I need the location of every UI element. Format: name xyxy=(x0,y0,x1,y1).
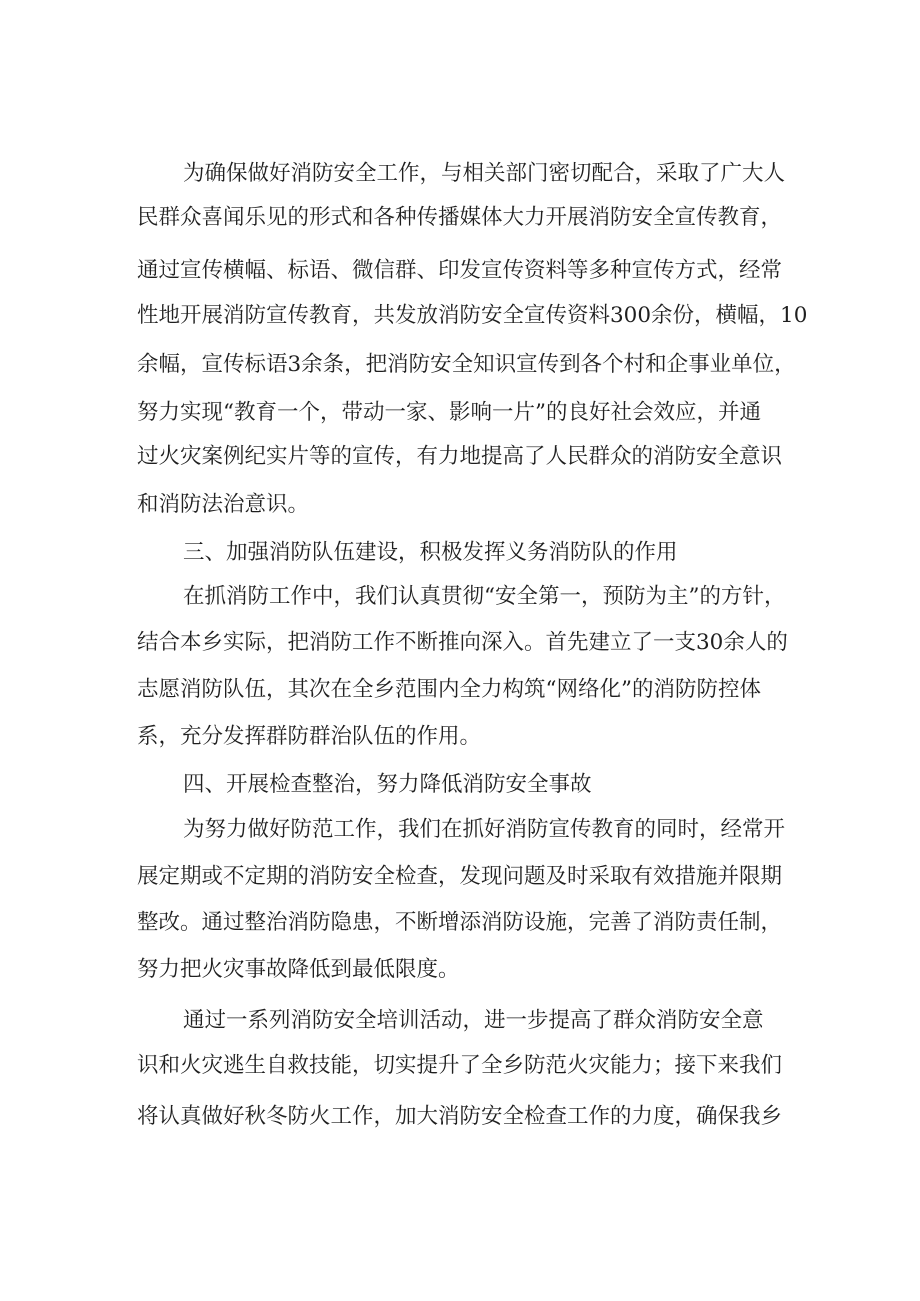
paragraph-4-line-3: 将认真做好秋冬防火工作，加大消防安全检查工作的力度，确保我乡 xyxy=(137,1104,783,1129)
paragraph-2-line-1: 在抓消防工作中，我们认真贯彻“安全第一，预防为主”的方针， xyxy=(183,584,786,609)
section-heading-3: 三、加强消防队伍建设，积极发挥义务消防队的作用 xyxy=(183,540,678,565)
paragraph-1-line-2: 民群众喜闻乐见的形式和各种传播媒体大力开展消防安全宣传教育， xyxy=(137,205,783,230)
paragraph-1-line-5: 余幅，宣传标语3余条，把消防安全知识宣传到各个村和企事业单位， xyxy=(137,352,796,377)
paragraph-3-line-4: 努力把火灾事故降低到最低限度。 xyxy=(137,957,460,982)
paragraph-1-line-1: 为确保做好消防安全工作，与相关部门密切配合，采取了广大人 xyxy=(183,161,786,186)
paragraph-2-line-3: 志愿消防队伍，其次在全乡范围内全力构筑“网络化”的消防防控体 xyxy=(137,677,761,702)
paragraph-1-line-8: 和消防法治意识。 xyxy=(137,492,310,517)
paragraph-4-line-2: 识和火灾逃生自救技能，切实提升了全乡防范火灾能力；接下来我们 xyxy=(137,1053,783,1078)
paragraph-1-line-4: 性地开展消防宣传教育，共发放消防安全宣传资料300余份，横幅，10 xyxy=(137,303,808,328)
paragraph-1-line-3: 通过宣传横幅、标语、微信群、印发宣传资料等多种宣传方式，经常 xyxy=(137,258,783,283)
paragraph-1-line-7: 过火灾案例纪实片等的宣传，有力地提高了人民群众的消防安全意识 xyxy=(137,444,783,469)
paragraph-3-line-2: 展定期或不定期的消防安全检查，发现问题及时采取有效措施并限期 xyxy=(137,864,783,889)
paragraph-3-line-3: 整改。通过整治消防隐患，不断增添消防设施，完善了消防责任制， xyxy=(137,910,783,935)
paragraph-1-line-6: 努力实现“教育一个，带动一家、影响一片”的良好社会效应，并通 xyxy=(137,400,761,425)
paragraph-4-line-1: 通过一系列消防安全培训活动，进一步提高了群众消防安全意 xyxy=(183,1008,764,1033)
section-heading-4: 四、开展检查整治，努力降低消防安全事故 xyxy=(183,772,592,797)
paragraph-2-line-2: 结合本乡实际，把消防工作不断推向深入。首先建立了一支30余人的 xyxy=(137,630,788,655)
paragraph-2-line-4: 系，充分发挥群防群治队伍的作用。 xyxy=(137,724,482,749)
paragraph-3-line-1: 为努力做好防范工作，我们在抓好消防宣传教育的同时，经常开 xyxy=(183,817,786,842)
